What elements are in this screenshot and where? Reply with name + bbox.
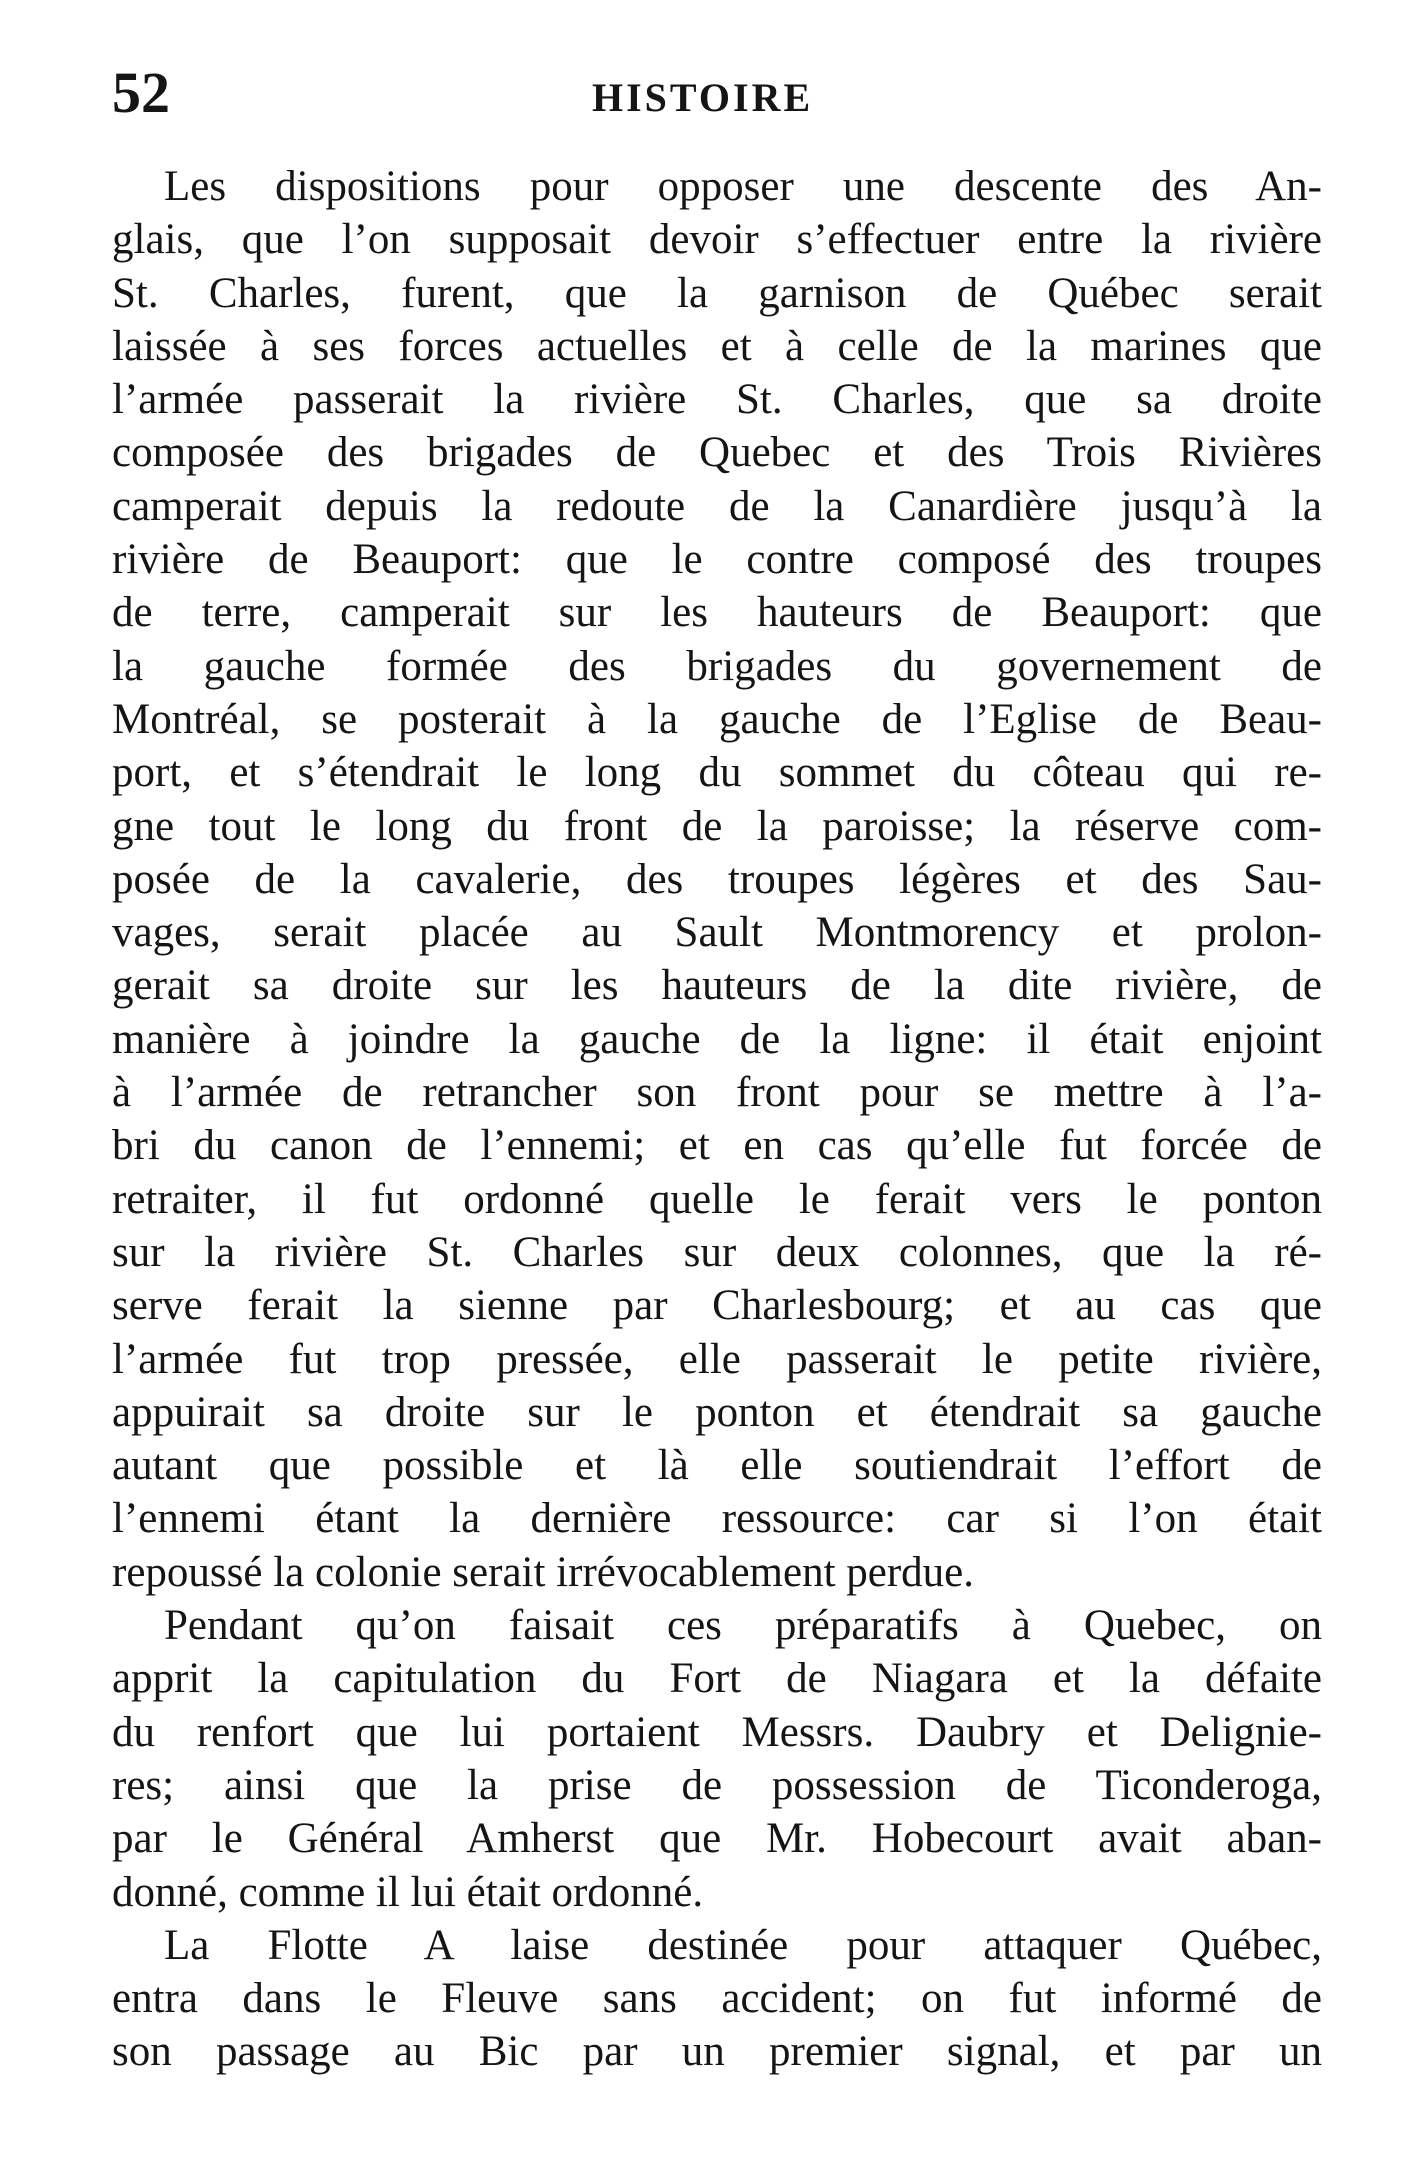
text-line: appuirait sa droite sur le ponton et étendrait sa gauche xyxy=(112,1388,1322,1436)
text-line: serve ferait la sienne par Charlesbourg; et au cas que xyxy=(112,1282,1322,1330)
text-line: autant que possible et là elle soutiendrait l’effort de xyxy=(112,1442,1322,1490)
text-line: Les dispositions pour opposer une descente des An- xyxy=(164,163,1322,210)
text-line: Montréal, se posterait à la gauche de l’Eglise de Beau- xyxy=(112,695,1322,743)
paragraph-dispositions xyxy=(112,160,1322,1599)
text-line: manière à joindre la gauche de la ligne: il était enjoint xyxy=(112,1015,1322,1063)
text-line: glais, que l’on supposait devoir s’effectuer entre la rivière xyxy=(112,216,1322,264)
text-line: laissée à ses forces actuelles et à celle de la marines que xyxy=(112,322,1322,370)
text-line: sur la rivière St. Charles sur deux colonnes, que la ré- xyxy=(112,1228,1322,1276)
text-line: bri du canon de l’ennemi; et en cas qu’elle fut forcée de xyxy=(112,1122,1322,1170)
text-line: apprit la capitulation du Fort de Niagara et la défaite xyxy=(112,1655,1322,1703)
text-line: retraiter, il fut ordonné quelle le ferait vers le ponton xyxy=(112,1175,1322,1223)
text-line: camperait depuis la redoute de la Canardière jusqu’à la xyxy=(112,482,1322,530)
text-line: entra dans le Fleuve sans accident; on fut informé de xyxy=(112,1975,1322,2023)
text-line: posée de la cavalerie, des troupes légères et des Sau- xyxy=(112,855,1322,903)
text-line: Pendant qu’on faisait ces préparatifs à Quebec, on xyxy=(164,1602,1322,1650)
text-line: l’ennemi étant la dernière ressource: car si l’on était xyxy=(112,1495,1322,1543)
text-line: son passage au Bic par un premier signal, et par un xyxy=(112,2028,1322,2076)
body-text xyxy=(112,160,1322,2079)
text-line: repoussé la colonie serait irrévocablement perdue. xyxy=(112,1548,975,1596)
text-line: gne tout le long du front de la paroisse; la réserve com- xyxy=(112,802,1322,850)
text-line: l’armée fut trop pressée, elle passerait le petite rivière, xyxy=(112,1335,1322,1383)
text-line: La Flotte A laise destinée pour attaquer Québec, xyxy=(164,1921,1322,1969)
text-line: de terre, camperait sur les hauteurs de Beauport: que xyxy=(112,589,1322,637)
text-line: donné, comme il lui était ordonné. xyxy=(112,1868,704,1916)
text-line: rivière de Beauport: que le contre composé des troupes xyxy=(112,536,1322,584)
text-line: St. Charles, furent, que la garnison de Québec serait xyxy=(112,269,1322,317)
running-title: HISTOIRE xyxy=(592,75,814,120)
text-line: à l’armée de retrancher son front pour se mettre à l’a- xyxy=(112,1069,1322,1117)
page-number: 52 xyxy=(112,60,170,125)
text-line: l’armée passerait la rivière St. Charles, que sa droite xyxy=(112,376,1322,424)
text-line: par le Général Amherst que Mr. Hobecourt avait aban- xyxy=(112,1815,1322,1863)
text-line: composée des brigades de Quebec et des Trois Rivières xyxy=(112,429,1322,477)
text-line: port, et s’étendrait le long du sommet du côteau qui re- xyxy=(112,749,1322,797)
running-head xyxy=(112,58,1322,128)
text-line: du renfort que lui portaient Messrs. Daubry et Delignie- xyxy=(112,1708,1322,1756)
paragraph-preparatifs xyxy=(112,1599,1322,1919)
text-line: la gauche formée des brigades du governement de xyxy=(112,642,1322,690)
text-line: res; ainsi que la prise de possession de Ticonderoga, xyxy=(112,1761,1322,1809)
text-line: vages, serait placée au Sault Montmorency et prolon- xyxy=(112,909,1322,957)
text-line: gerait sa droite sur les hauteurs de la dite rivière, de xyxy=(112,962,1322,1010)
paragraph-flotte xyxy=(112,1919,1322,2079)
